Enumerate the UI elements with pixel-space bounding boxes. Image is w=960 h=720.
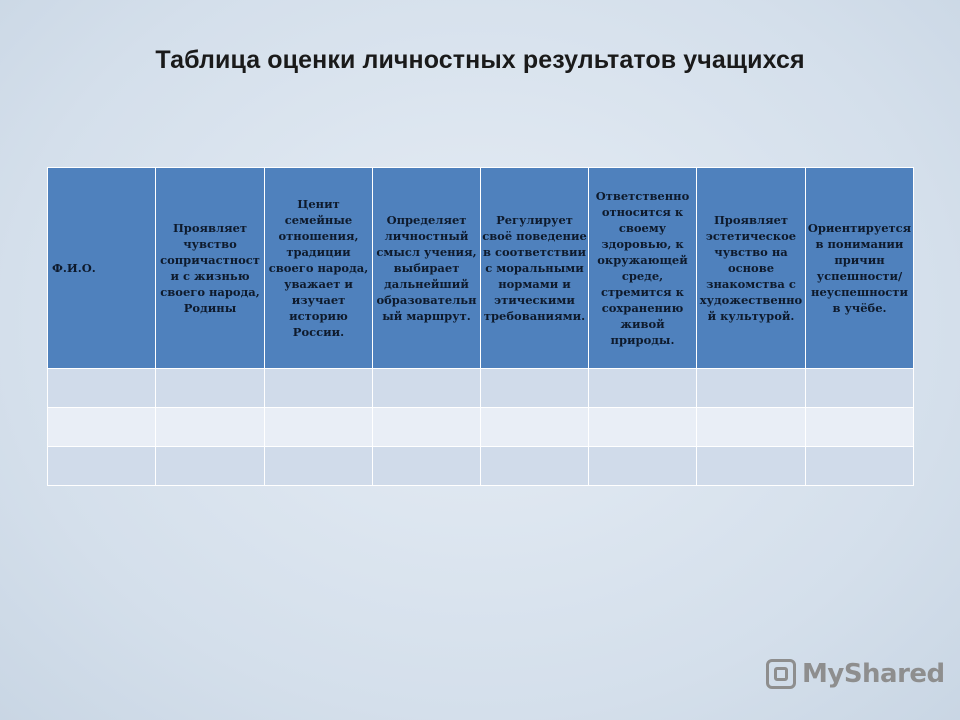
watermark-text: MyShared [802,659,945,689]
header-behavior: Регулирует своё поведение в соответствии с моральными нормами и этическими требованиями. [481,168,589,369]
table-cell [48,447,156,486]
table-cell [697,408,806,447]
header-aesthetic: Проявляет эстетическое чувство на основе знакомства с художественной культурой. [697,168,806,369]
table-cell [156,369,265,408]
header-family-values: Ценит семейные отношения, традиции своего народа, уважает и изучает историю России. [265,168,373,369]
table-cell [589,369,697,408]
table-cell [373,447,481,486]
table-cell [589,408,697,447]
myshared-watermark [766,656,945,692]
table-cell [589,447,697,486]
table-cell [481,447,589,486]
table-cell [806,369,914,408]
header-fio: Ф.И.О. [48,168,156,369]
header-success-reasons: Ориентируется в понимании причин успешности/неуспешности в учёбе. [806,168,914,369]
table-row [48,369,914,408]
slide-title: Таблица оценки личностных результатов учащихся [155,46,805,74]
table-header-row [48,168,914,369]
table-cell [697,447,806,486]
table-cell [481,369,589,408]
table-cell [156,408,265,447]
assessment-table [47,167,914,486]
table-cell [373,408,481,447]
header-belonging: Проявляет чувство сопричастности с жизнью своего народа, Родины [156,168,265,369]
table-cell [48,408,156,447]
table-cell [48,369,156,408]
table-cell [697,369,806,408]
table-cell [156,447,265,486]
table-cell [265,369,373,408]
table-cell [806,408,914,447]
table-cell [373,369,481,408]
table-row [48,408,914,447]
header-health-nature: Ответственно относится к своему здоровью, к окружающей среде, стремится к сохранению живой природы. [589,168,697,369]
table-cell [806,447,914,486]
myshared-logo-icon [766,659,796,689]
table-cell [481,408,589,447]
table-cell [265,447,373,486]
header-learning-meaning: Определяет личностный смысл учения, выбирает дальнейший образовательный маршрут. [373,168,481,369]
table-row [48,447,914,486]
table-cell [265,408,373,447]
